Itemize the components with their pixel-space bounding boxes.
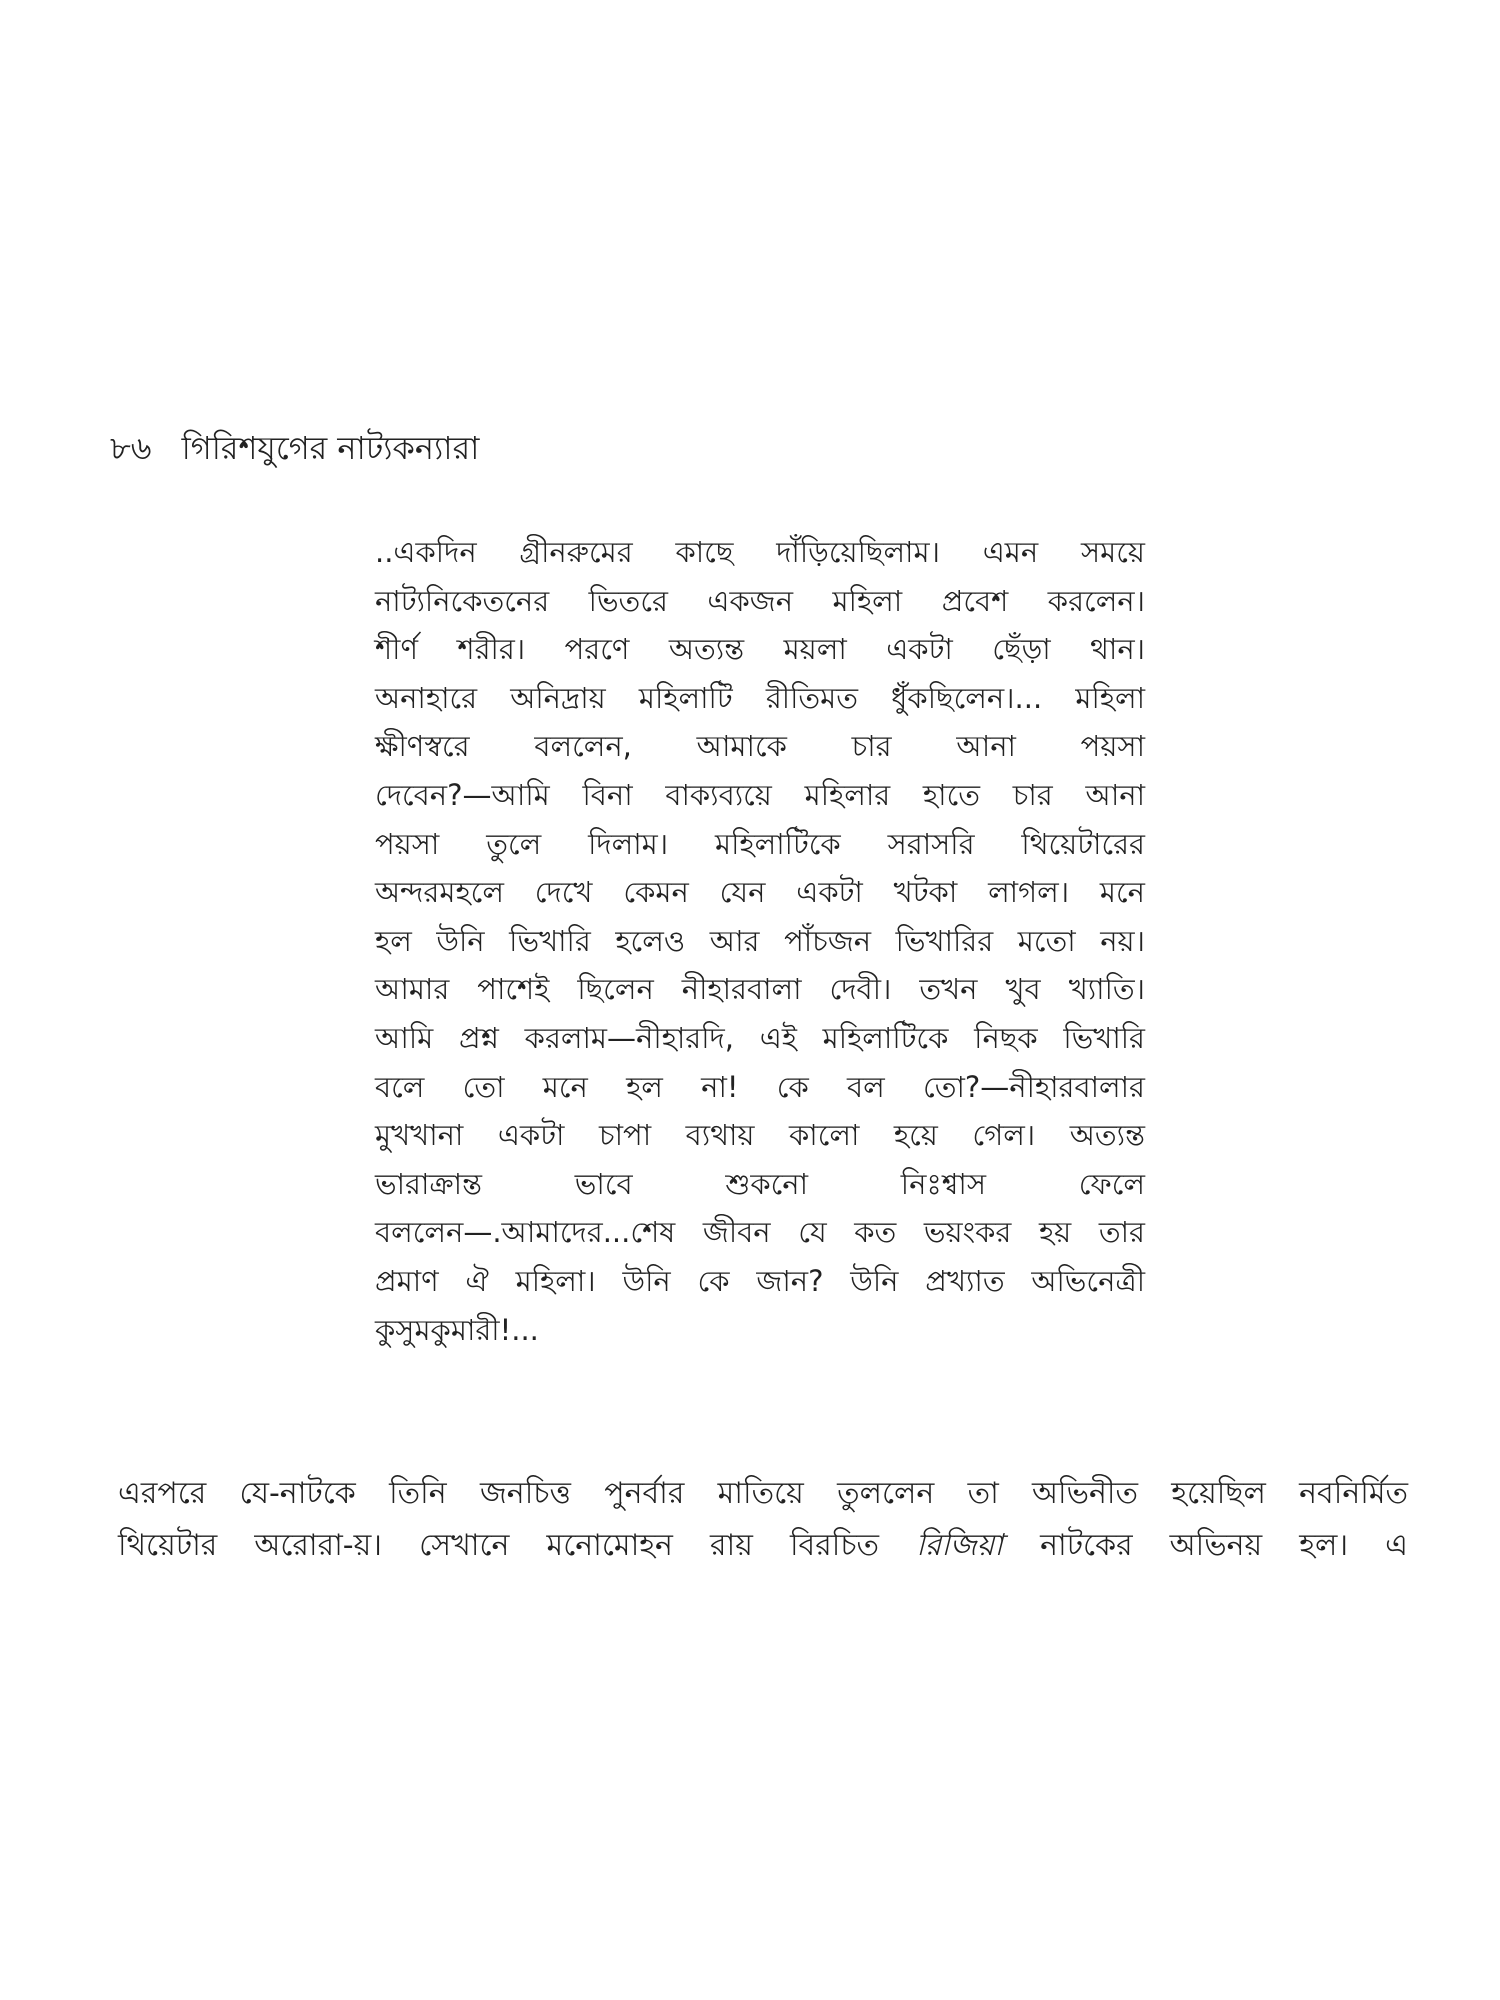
- body-paragraph: [118, 1468, 1408, 1572]
- quote-line: ভারাক্রান্ত ভাবে শুকনো নিঃশ্বাস ফেলে: [375, 1166, 1145, 1201]
- quote-line: শীর্ণ শরীর। পরণে অত্যন্ত ময়লা একটা ছেঁড়া থান।: [375, 632, 1145, 667]
- quote-line: প্রমাণ ঐ মহিলা। উনি কে জান? উনি প্রখ্যাত অভিনেত্রী: [375, 1263, 1145, 1298]
- running-title: গিরিশযুগের নাট্যকন্যারা: [181, 429, 480, 467]
- quote-line: বললেন—.আমাদের...শেষ জীবন যে কত ভয়ংকর হয় তার: [375, 1215, 1145, 1250]
- quote-line: অন্দরমহলে দেখে কেমন যেন একটা খটকা লাগল। মনে: [375, 875, 1145, 910]
- quote-line: দেবেন?—আমি বিনা বাক্যব্যয়ে মহিলার হাতে চার আনা: [375, 777, 1145, 812]
- body-line-text: থিয়েটার অরোরা-য়। সেখানে মনোমোহন রায় বিরচিত: [118, 1528, 917, 1563]
- body-line: এরপরে যে-নাটকে তিনি জনচিত্ত পুনর্বার মাতিয়ে তুললেন তা অভিনীত হয়েছিল নবনির্মিত: [118, 1476, 1408, 1511]
- quote-line: নাট্যনিকেতনের ভিতরে একজন মহিলা প্রবেশ করলেন।: [375, 583, 1145, 618]
- quote-line: অনাহারে অনিদ্রায় মহিলাটি রীতিমত ধুঁকছিলেন।... মহিলা: [375, 680, 1145, 715]
- body-line-text: নাটকের অভিনয় হল। এ: [1003, 1528, 1408, 1563]
- play-title: রিজিয়া: [916, 1528, 1004, 1563]
- quote-line: মুখখানা একটা চাপা ব্যথায় কালো হয়ে গেল। অত্যন্ত: [375, 1118, 1145, 1153]
- quote-line: ..একদিন গ্রীনরুমের কাছে দাঁড়িয়েছিলাম। এমন সময়ে: [375, 535, 1145, 569]
- quote-line: আমি প্রশ্ন করলাম—নীহারদি, এই মহিলাটিকে নিছক ভিখারি: [375, 1020, 1145, 1055]
- body-line: [118, 1520, 1408, 1572]
- quote-line: আমার পাশেই ছিলেন নীহারবালা দেবী। তখন খুব খ্যাতি।: [375, 972, 1145, 1007]
- page-number: ৮৬: [110, 429, 152, 467]
- quote-line: বলে তো মনে হল না! কে বল তো?—নীহারবালার: [375, 1069, 1145, 1104]
- running-header: [110, 428, 479, 468]
- block-quote: [375, 528, 1145, 1354]
- quote-line: হল উনি ভিখারি হলেও আর পাঁচজন ভিখারির মতো নয়।: [375, 923, 1145, 958]
- quote-line: কুসুমকুমারী!...: [375, 1312, 539, 1347]
- quote-line: পয়সা তুলে দিলাম। মহিলাটিকে সরাসরি থিয়েটারের: [375, 826, 1145, 861]
- quote-line: ক্ষীণস্বরে বললেন, আমাকে চার আনা পয়সা: [375, 729, 1145, 764]
